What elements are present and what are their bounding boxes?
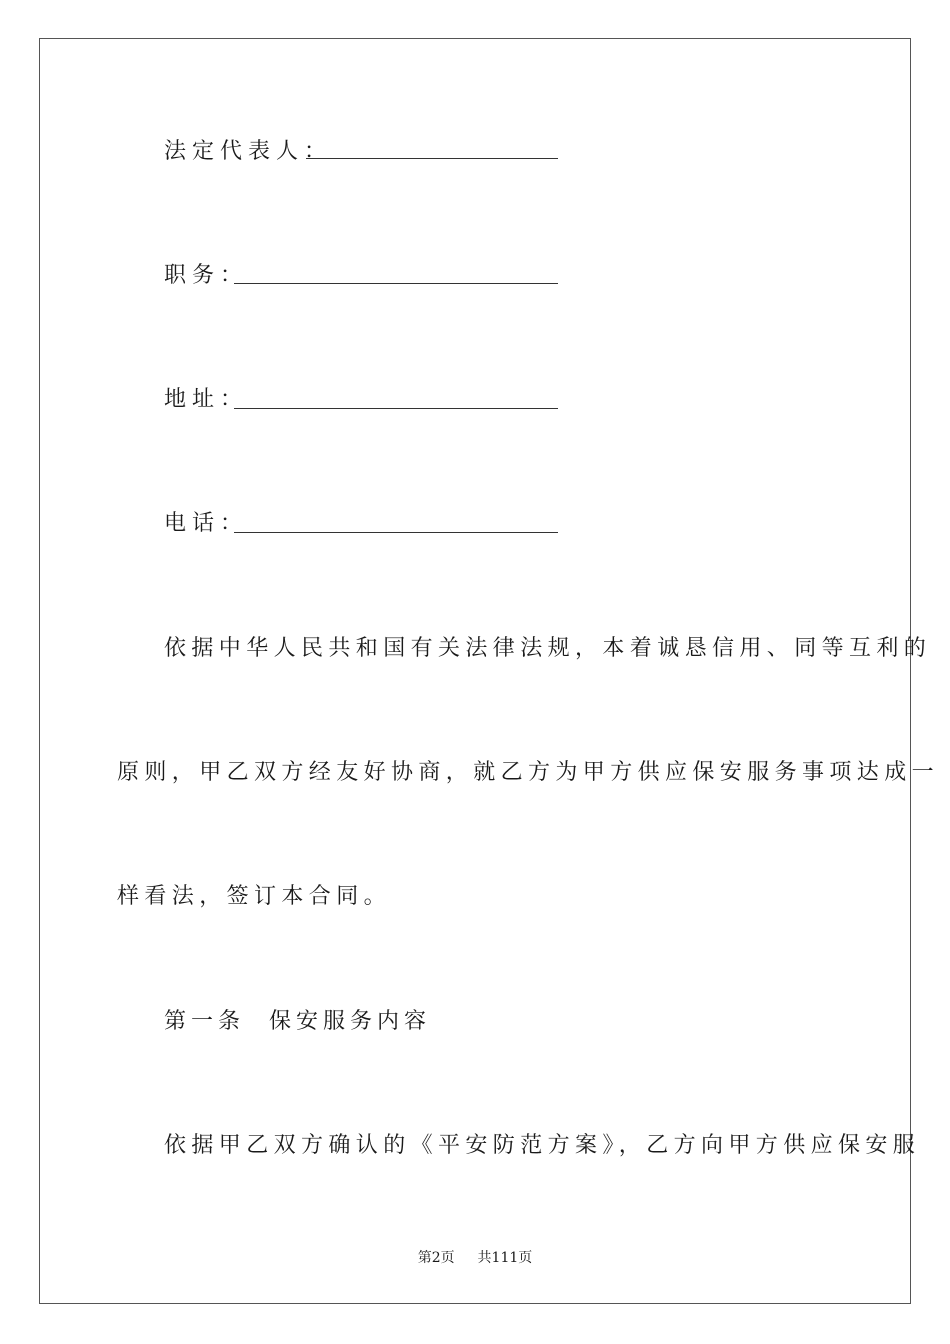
phone-field bbox=[164, 509, 248, 539]
body-paragraph-line-2: 原则，甲乙双方经友好协商，就乙方为甲方供应保安服务事项达成一 bbox=[117, 760, 940, 785]
section-paragraph-line-1: 依据甲乙双方确认的《平安防范方案》，乙方向甲方供应保安服 bbox=[164, 1133, 921, 1158]
phone-label: 电话： bbox=[164, 511, 249, 536]
section-title: 第一条 保安服务内容 bbox=[164, 1009, 431, 1034]
legal-representative-blank[interactable] bbox=[306, 158, 558, 159]
position-blank[interactable] bbox=[234, 283, 558, 284]
body-paragraph-line-3: 样看法，签订本合同。 bbox=[117, 884, 392, 909]
position-field bbox=[164, 261, 248, 291]
body-paragraph-line-1: 依据中华人民共和国有关法律法规，本着诚恳信用、同等互利的 bbox=[164, 636, 932, 661]
position-label: 职务： bbox=[164, 263, 249, 288]
legal-representative-field bbox=[164, 137, 332, 167]
address-field bbox=[164, 385, 248, 415]
page-total: 共111页 bbox=[477, 1250, 533, 1266]
page-number: 第2页 bbox=[417, 1250, 455, 1266]
page-footer bbox=[0, 1247, 950, 1267]
address-label: 地址： bbox=[164, 387, 249, 412]
address-blank[interactable] bbox=[234, 408, 558, 409]
page-frame bbox=[39, 38, 911, 1304]
phone-blank[interactable] bbox=[234, 532, 558, 533]
legal-representative-label: 法定代表人： bbox=[164, 139, 333, 164]
